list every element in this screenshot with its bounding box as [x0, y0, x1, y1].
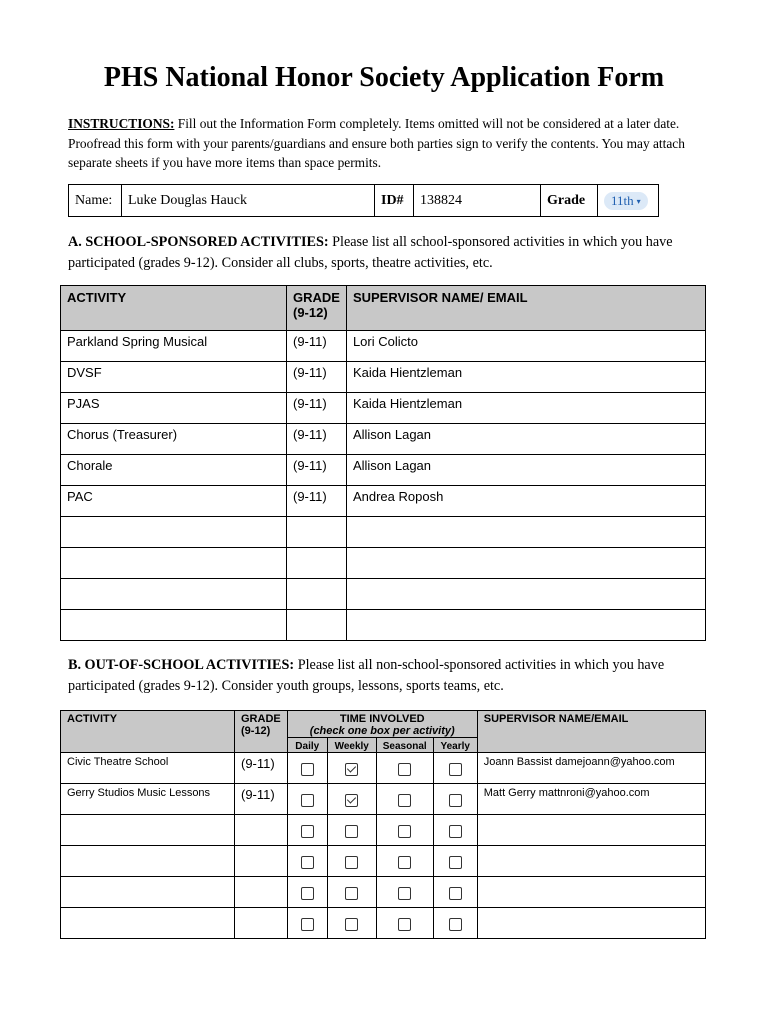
activity-cell[interactable]: DVSF: [61, 362, 287, 393]
activity-cell[interactable]: PAC: [61, 486, 287, 517]
instructions-text: Fill out the Information Form completely. Items omitted will not be considered at a later date. Proofread this form with your parents/guardians and ensure both parties sign to verify the contents. You may attach separate sheets if you have more items than space permits.: [68, 116, 685, 170]
activity-cell[interactable]: [61, 908, 235, 939]
col-header-seasonal: Seasonal: [376, 738, 433, 753]
grade-cell[interactable]: [287, 517, 347, 548]
activity-cell[interactable]: [61, 579, 287, 610]
daily-checkbox-cell: [287, 877, 327, 908]
weekly-checkbox[interactable]: [345, 856, 358, 869]
table-row: [61, 331, 706, 362]
weekly-checkbox[interactable]: [345, 887, 358, 900]
table-row: [61, 815, 706, 846]
daily-checkbox[interactable]: [301, 794, 314, 807]
table-row: [61, 424, 706, 455]
col-header-daily: Daily: [287, 738, 327, 753]
id-label: ID#: [375, 185, 414, 217]
yearly-checkbox-cell: [433, 815, 477, 846]
seasonal-checkbox[interactable]: [398, 918, 411, 931]
activity-cell[interactable]: [61, 846, 235, 877]
activity-cell[interactable]: [61, 610, 287, 641]
table-row: [61, 579, 706, 610]
seasonal-checkbox-cell: [376, 815, 433, 846]
activity-cell[interactable]: PJAS: [61, 393, 287, 424]
instructions-label: INSTRUCTIONS:: [68, 116, 175, 131]
grade-cell[interactable]: (9-11): [287, 393, 347, 424]
yearly-checkbox-cell: [433, 877, 477, 908]
table-row: [61, 610, 706, 641]
seasonal-checkbox-cell: [376, 846, 433, 877]
yearly-checkbox[interactable]: [449, 794, 462, 807]
yearly-checkbox-cell: [433, 908, 477, 939]
weekly-checkbox-cell: [327, 846, 376, 877]
grade-cell[interactable]: (9-11): [287, 331, 347, 362]
seasonal-checkbox[interactable]: [398, 763, 411, 776]
grade-cell[interactable]: (9-11): [287, 362, 347, 393]
activity-cell[interactable]: Chorus (Treasurer): [61, 424, 287, 455]
activity-cell[interactable]: Chorale: [61, 455, 287, 486]
time-involved-label: TIME INVOLVED: [339, 713, 425, 725]
grade-cell[interactable]: [235, 908, 288, 939]
seasonal-checkbox-cell: [376, 784, 433, 815]
col-header-yearly: Yearly: [433, 738, 477, 753]
instructions: [68, 114, 698, 173]
weekly-checkbox-cell: [327, 784, 376, 815]
seasonal-checkbox-cell: [376, 753, 433, 784]
seasonal-checkbox[interactable]: [398, 887, 411, 900]
grade-cell[interactable]: [287, 579, 347, 610]
grade-cell[interactable]: (9-11): [287, 455, 347, 486]
weekly-checkbox-cell: [327, 753, 376, 784]
daily-checkbox-cell: [287, 908, 327, 939]
grade-cell[interactable]: (9-11): [287, 424, 347, 455]
id-field[interactable]: 138824: [414, 185, 541, 217]
seasonal-checkbox-cell: [376, 908, 433, 939]
grade-cell[interactable]: [287, 610, 347, 641]
table-row: [61, 362, 706, 393]
col-header-grade: GRADE (9-12): [235, 711, 288, 753]
supervisor-cell[interactable]: Kaida Hientzleman: [346, 393, 705, 424]
daily-checkbox-cell: [287, 815, 327, 846]
name-label: Name:: [69, 185, 122, 217]
activity-cell[interactable]: [61, 815, 235, 846]
supervisor-cell[interactable]: [477, 815, 705, 846]
table-row: [61, 784, 706, 815]
out-of-school-activities-table: [60, 710, 706, 939]
section-b-title: B. OUT-OF-SCHOOL ACTIVITIES:: [68, 657, 295, 673]
col-header-grade: GRADE (9-12): [287, 286, 347, 331]
table-row: [61, 753, 706, 784]
grade-cell[interactable]: (9-11): [235, 784, 288, 815]
table-row: [61, 517, 706, 548]
section-a-heading: [68, 232, 708, 274]
weekly-checkbox-cell: [327, 908, 376, 939]
table-row: [61, 455, 706, 486]
activity-cell[interactable]: [61, 548, 287, 579]
time-note: (check one box per activity): [309, 725, 455, 737]
supervisor-cell[interactable]: [477, 877, 705, 908]
activity-cell[interactable]: Parkland Spring Musical: [61, 331, 287, 362]
yearly-checkbox-cell: [433, 753, 477, 784]
seasonal-checkbox[interactable]: [398, 825, 411, 838]
supervisor-cell[interactable]: [346, 548, 705, 579]
chevron-down-icon: ▾: [636, 197, 641, 207]
seasonal-checkbox-cell: [376, 877, 433, 908]
supervisor-cell[interactable]: [346, 517, 705, 548]
grade-label: Grade: [541, 185, 598, 217]
weekly-checkbox[interactable]: [345, 918, 358, 931]
supervisor-cell[interactable]: [477, 908, 705, 939]
table-row: [61, 877, 706, 908]
school-activities-table: [60, 285, 706, 641]
supervisor-cell[interactable]: [477, 846, 705, 877]
supervisor-cell[interactable]: Joann Bassist damejoann@yahoo.com: [477, 753, 705, 784]
supervisor-cell[interactable]: [346, 579, 705, 610]
grade-value: 11th: [611, 192, 634, 208]
weekly-checkbox[interactable]: [345, 794, 358, 807]
daily-checkbox-cell: [287, 784, 327, 815]
seasonal-checkbox[interactable]: [398, 856, 411, 869]
supervisor-cell[interactable]: Allison Lagan: [346, 424, 705, 455]
table-row: [61, 548, 706, 579]
grade-cell[interactable]: (9-11): [235, 753, 288, 784]
col-header-activity: ACTIVITY: [61, 286, 287, 331]
yearly-checkbox[interactable]: [449, 918, 462, 931]
section-a-text: Please list all school-sponsored activities in which you have participated (grades 9-12). Consider all clubs, sports, theatre activities, etc.: [68, 234, 673, 271]
daily-checkbox[interactable]: [301, 825, 314, 838]
table-row: [61, 486, 706, 517]
grade-dropdown[interactable]: [598, 185, 659, 217]
daily-checkbox[interactable]: [301, 887, 314, 900]
section-b-text: Please list all non-school-sponsored activities in which you have participated (grades 9-12). Consider youth groups, lessons, sports teams, etc.: [68, 657, 665, 694]
weekly-checkbox[interactable]: [345, 763, 358, 776]
table-row: [61, 393, 706, 424]
activity-cell[interactable]: Gerry Studios Music Lessons: [61, 784, 235, 815]
weekly-checkbox-cell: [327, 877, 376, 908]
yearly-checkbox-cell: [433, 784, 477, 815]
seasonal-checkbox[interactable]: [398, 794, 411, 807]
yearly-checkbox-cell: [433, 846, 477, 877]
col-header-supervisor: SUPERVISOR NAME/EMAIL: [477, 711, 705, 753]
yearly-checkbox[interactable]: [449, 887, 462, 900]
page-title: PHS National Honor Society Application Form: [103, 62, 665, 93]
weekly-checkbox[interactable]: [345, 825, 358, 838]
grade-cell[interactable]: [235, 846, 288, 877]
col-header-weekly: Weekly: [327, 738, 376, 753]
daily-checkbox[interactable]: [301, 856, 314, 869]
supervisor-cell[interactable]: Lori Colicto: [346, 331, 705, 362]
daily-checkbox[interactable]: [301, 763, 314, 776]
table-row: [61, 846, 706, 877]
col-header-activity: ACTIVITY: [61, 711, 235, 753]
daily-checkbox-cell: [287, 753, 327, 784]
grade-select[interactable]: [604, 192, 648, 210]
col-header-supervisor: SUPERVISOR NAME/ EMAIL: [346, 286, 705, 331]
activity-cell[interactable]: Civic Theatre School: [61, 753, 235, 784]
supervisor-cell[interactable]: Matt Gerry mattnroni@yahoo.com: [477, 784, 705, 815]
grade-cell[interactable]: [235, 877, 288, 908]
name-field[interactable]: Luke Douglas Hauck: [122, 185, 375, 217]
weekly-checkbox-cell: [327, 815, 376, 846]
daily-checkbox[interactable]: [301, 918, 314, 931]
table-row: [61, 908, 706, 939]
section-a-title: A. SCHOOL-SPONSORED ACTIVITIES:: [68, 234, 329, 250]
grade-cell[interactable]: (9-11): [287, 486, 347, 517]
daily-checkbox-cell: [287, 846, 327, 877]
supervisor-cell[interactable]: Kaida Hientzleman: [346, 362, 705, 393]
supervisor-cell[interactable]: Andrea Roposh: [346, 486, 705, 517]
info-table: [68, 184, 659, 217]
activity-cell[interactable]: [61, 517, 287, 548]
activity-cell[interactable]: [61, 877, 235, 908]
supervisor-cell[interactable]: [346, 610, 705, 641]
yearly-checkbox[interactable]: [449, 856, 462, 869]
section-b-heading: [68, 655, 708, 697]
yearly-checkbox[interactable]: [449, 825, 462, 838]
grade-cell[interactable]: [235, 815, 288, 846]
supervisor-cell[interactable]: Allison Lagan: [346, 455, 705, 486]
grade-cell[interactable]: [287, 548, 347, 579]
yearly-checkbox[interactable]: [449, 763, 462, 776]
col-header-time: [287, 711, 477, 738]
